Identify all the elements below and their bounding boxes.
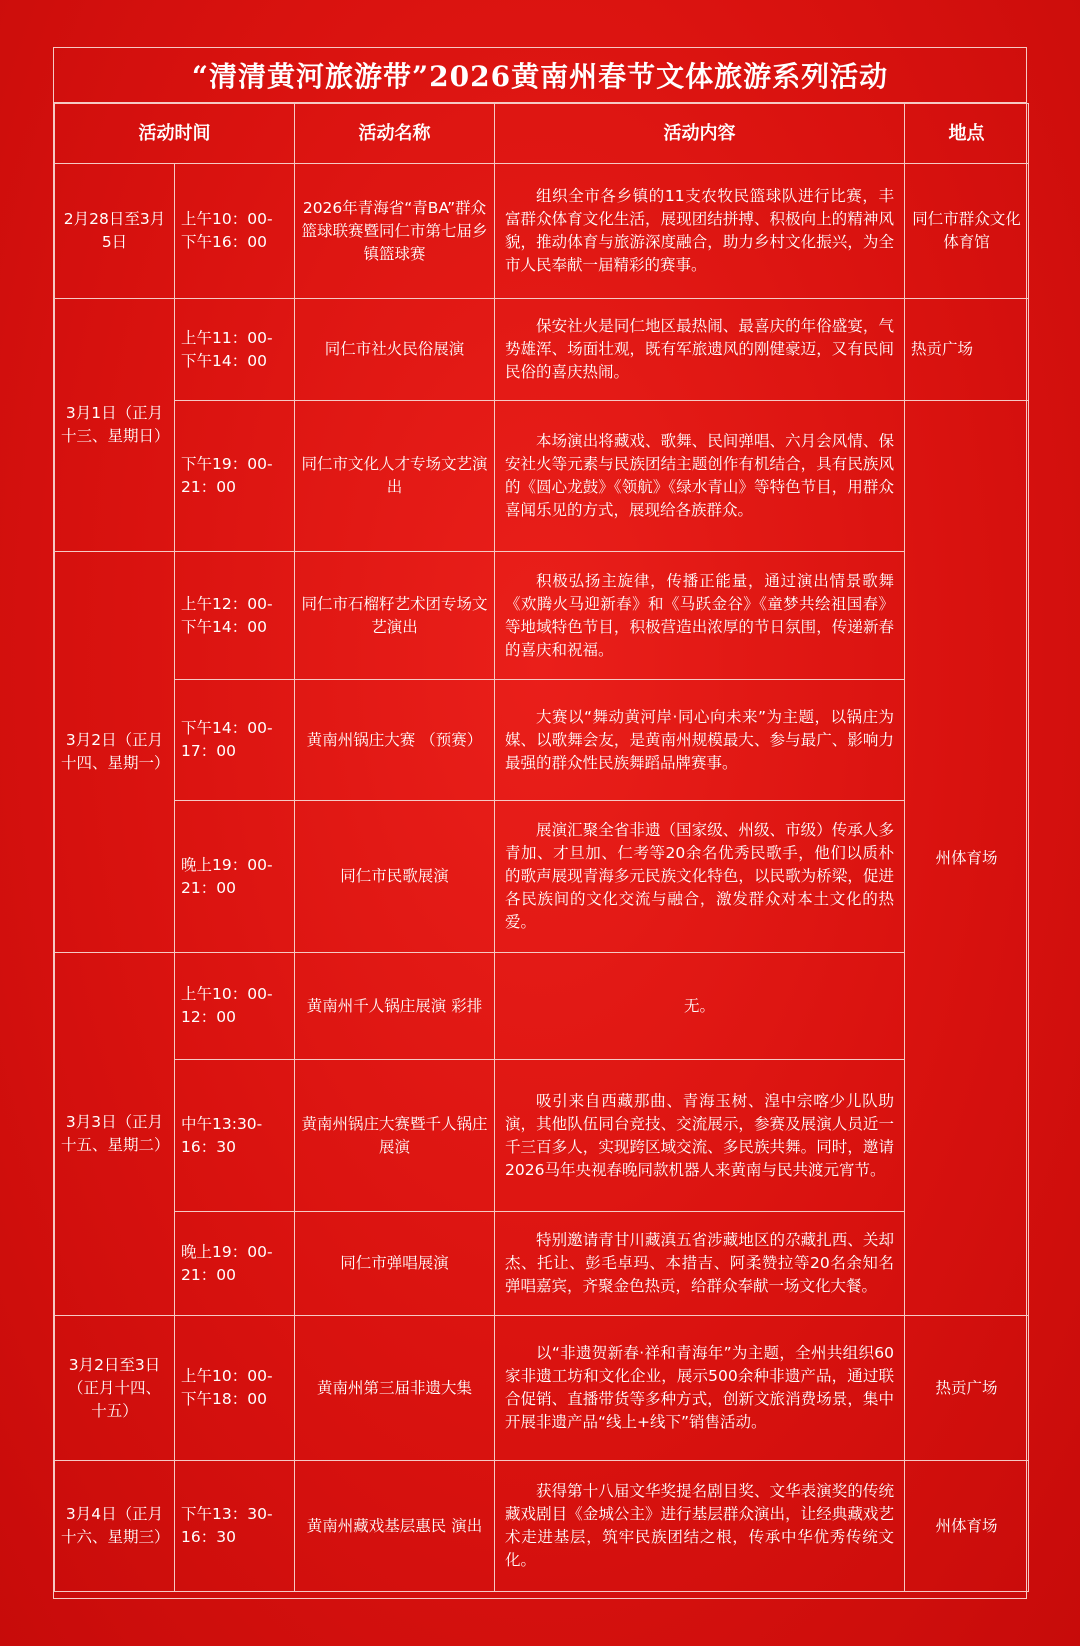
- activity-content-text: 大赛以“舞动黄河岸·同心向未来”为主题，以锅庄为媒、以歌舞会友，是黄南州规模最大、参与最广、影响力最强的群众性民族舞蹈品牌赛事。: [505, 707, 894, 772]
- header-content: 活动内容: [495, 104, 905, 164]
- time-cell: 上午12：00-下午14：00: [175, 552, 295, 680]
- activity-content-cell: [495, 801, 905, 953]
- date-cell: 3月2日（正月十四、星期一）: [55, 552, 175, 953]
- table-header-row: [55, 104, 1029, 164]
- time-cell: 下午13：30-16：30: [175, 1461, 295, 1592]
- time-cell: 下午14：00-17：00: [175, 680, 295, 801]
- activity-content-cell: [495, 1060, 905, 1212]
- activity-content-cell: [495, 1316, 905, 1461]
- time-cell: 上午10：00-下午16：00: [175, 164, 295, 299]
- time-cell: 下午19：00-21：00: [175, 401, 295, 552]
- activity-content-text: 无。: [683, 996, 715, 1015]
- activity-content-text: 积极弘扬主旋律，传播正能量，通过演出情景歌舞《欢腾火马迎新春》和《马跃金谷》《童梦共绘祖国春》等地域特色节目，积极营造出浓厚的节日氛围，传递新春的喜庆和祝福。: [505, 571, 894, 659]
- activity-name-cell: 黄南州锅庄大赛 （预赛）: [295, 680, 495, 801]
- venue-cell: 州体育场: [905, 401, 1029, 1316]
- activity-content-cell: [495, 1212, 905, 1316]
- activity-name-cell: 黄南州锅庄大赛暨千人锅庄展演: [295, 1060, 495, 1212]
- activity-content-text: 吸引来自西藏那曲、青海玉树、湟中宗喀少儿队助演，其他队伍同台竞技、交流展示，参赛及展演人员近一千三百多人，实现跨区域交流、多民族共舞。同时，邀请2026马年央视春晚同款机器人来黄南与民共渡元宵节。: [505, 1091, 894, 1179]
- header-venue: 地点: [905, 104, 1029, 164]
- activity-content-text: 保安社火是同仁地区最热闹、最喜庆的年俗盛宴，气势雄浑、场面壮观，既有军旅遗风的刚健豪迈，又有民间民俗的喜庆热闹。: [505, 317, 894, 381]
- venue-cell: 热贡广场: [905, 1316, 1029, 1461]
- schedule-table: [54, 103, 1029, 1592]
- activity-content-text: 组织全市各乡镇的11支农牧民篮球队进行比赛，丰富群众体育文化生活，展现团结拼搏、积极向上的精神风貌，推动体育与旅游深度融合，助力乡村文化振兴，为全市人民奉献一届精彩的赛事。: [505, 187, 894, 274]
- date-cell: 3月2日至3日（正月十四、十五）: [55, 1316, 175, 1461]
- time-cell: 上午11：00-下午14：00: [175, 299, 295, 401]
- date-cell: 3月4日（正月十六、星期三）: [55, 1461, 175, 1592]
- table-row: [55, 1316, 1029, 1461]
- table-row: [55, 1060, 1029, 1212]
- activity-content-text: 获得第十八届文华奖提名剧目奖、文华表演奖的传统藏戏剧目《金城公主》进行基层群众演出，让经典藏戏艺术走进基层，筑牢民族团结之根，传承中华优秀传统文化。: [505, 1482, 894, 1569]
- activity-content-cell: [495, 552, 905, 680]
- date-cell: 3月3日（正月十五、星期二）: [55, 953, 175, 1316]
- activity-name-cell: 黄南州千人锅庄展演 彩排: [295, 953, 495, 1060]
- table-row: [55, 299, 1029, 401]
- activity-content-cell: [495, 680, 905, 801]
- table-row: [55, 680, 1029, 801]
- table-row: [55, 953, 1029, 1060]
- activity-name-cell: 黄南州第三届非遗大集: [295, 1316, 495, 1461]
- activity-content-text: 以“非遗贺新春·祥和青海年”为主题，全州共组织60家非遗工坊和文化企业，展示500余种非遗产品，通过联合促销、直播带货等多种方式，创新文旅消费场景，集中开展非遗产品“线上+线下”销售活动。: [505, 1344, 894, 1431]
- page-title: “清清黄河旅游带”2026黄南州春节文体旅游系列活动: [54, 48, 1026, 103]
- activity-content-cell: [495, 953, 905, 1060]
- activity-content-text: 展演汇聚全省非遗（国家级、州级、市级）传承人多青加、才旦加、仁考等20余名优秀民歌手，他们以质朴的歌声展现青海多元民族文化特色，以民歌为桥梁，促进各民族间的文化交流与融合，激发群众对本土文化的热爱。: [505, 821, 894, 931]
- schedule-frame: [53, 47, 1027, 1599]
- time-cell: 上午10：00-下午18：00: [175, 1316, 295, 1461]
- venue-cell: 同仁市群众文化体育馆: [905, 164, 1029, 299]
- activity-content-cell: [495, 401, 905, 552]
- time-cell: 晚上19：00-21：00: [175, 1212, 295, 1316]
- table-row: [55, 1461, 1029, 1592]
- activity-name-cell: 同仁市民歌展演: [295, 801, 495, 953]
- activity-name-cell: 同仁市石榴籽艺术团专场文艺演出: [295, 552, 495, 680]
- activity-content-cell: [495, 1461, 905, 1592]
- table-row: [55, 401, 1029, 552]
- activity-name-cell: 同仁市社火民俗展演: [295, 299, 495, 401]
- table-row: [55, 552, 1029, 680]
- venue-cell: 热贡广场: [905, 299, 1029, 401]
- table-row: [55, 1212, 1029, 1316]
- activity-content-text: 特别邀请青甘川藏滇五省涉藏地区的尕藏扎西、关却杰、托让、彭毛卓玛、本措吉、阿柔赞拉等20名余知名弹唱嘉宾，齐聚金色热贡，给群众奉献一场文化大餐。: [505, 1231, 894, 1295]
- date-cell: 3月1日（正月十三、星期日）: [55, 299, 175, 552]
- activity-content-text: 本场演出将藏戏、歌舞、民间弹唱、六月会风情、保安社火等元素与民族团结主题创作有机结合，具有民族风的《圆心龙鼓》《领航》《绿水青山》等特色节目，用群众喜闻乐见的方式，展现给各族群众。: [505, 432, 894, 519]
- header-time: 活动时间: [55, 104, 295, 164]
- date-cell: 2月28日至3月5日: [55, 164, 175, 299]
- activity-name-cell: 同仁市文化人才专场文艺演出: [295, 401, 495, 552]
- activity-name-cell: 同仁市弹唱展演: [295, 1212, 495, 1316]
- venue-cell: 州体育场: [905, 1461, 1029, 1592]
- header-name: 活动名称: [295, 104, 495, 164]
- time-cell: 晚上19：00-21：00: [175, 801, 295, 953]
- table-row: [55, 801, 1029, 953]
- activity-name-cell: 黄南州藏戏基层惠民 演出: [295, 1461, 495, 1592]
- time-cell: 上午10：00-12：00: [175, 953, 295, 1060]
- time-cell: 中午13:30-16：30: [175, 1060, 295, 1212]
- activity-content-cell: [495, 299, 905, 401]
- table-row: [55, 164, 1029, 299]
- activity-name-cell: 2026年青海省“青BA”群众篮球联赛暨同仁市第七届乡镇篮球赛: [295, 164, 495, 299]
- activity-content-cell: [495, 164, 905, 299]
